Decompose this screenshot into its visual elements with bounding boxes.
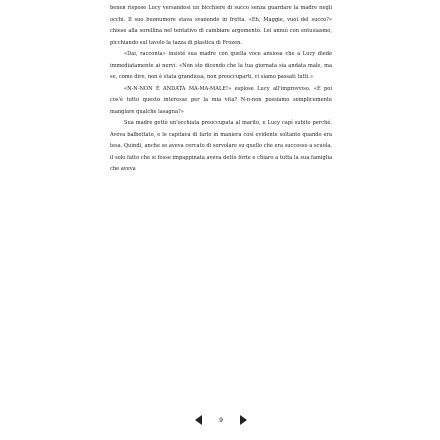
next-page-button[interactable]: [237, 414, 249, 426]
page-number: 9: [219, 416, 223, 424]
paragraph: beneв risposе Lucy versandosi un bicchiere di succo senza guardare la madre negli occhi. Il suo buonumore stava svanendo in fretta. «Eh, Maggie, vuoi del succo?» chiese alla sorellina nel tentativo di cambiare argomento. Lei annuì con entusiasmo, picchiando sul tavolo la tazza di plastica di Frozen.: [110, 5, 332, 46]
paragraph: «N-N-NON È ANDATA MA-MA-MALE!» esplose Lucy all'improvviso. «E poi cos'è tutto questo interesse per la mia vita? N-n-non possiamo semplicemente mangiare qualche lasagna?»: [110, 85, 332, 115]
triangle-right-icon: [239, 415, 247, 425]
previous-page-button[interactable]: [193, 414, 205, 426]
paragraph: «Dai, raccontа» insisté sua madre con quella voce ansiosa che a Lucy diede immediatamente ai nervi. «Non sto dicendo che la tua giornata sia andata male, ma se, come dire, non è stata grandiosa, non preoccuparti, ci siamo passati tutti.»: [110, 51, 332, 80]
triangle-left-icon: [195, 415, 203, 425]
page-navigation: [193, 414, 249, 426]
book-text: [110, 3, 332, 176]
paragraph: Sua madre gettò un'occhiata preoccupata al marito, e Lucy capì subito perché. Aveva balbettato, e le capitava di farlo in maniera così evidente soltanto quando era tesa. Quindi, anche se aveva cercato di sorvolare su quello che era successo a scuola, il solo fatto che si fosse impappinata aveva detto forte e chiaro a tutta la sua famiglia che aveva: [110, 120, 332, 172]
